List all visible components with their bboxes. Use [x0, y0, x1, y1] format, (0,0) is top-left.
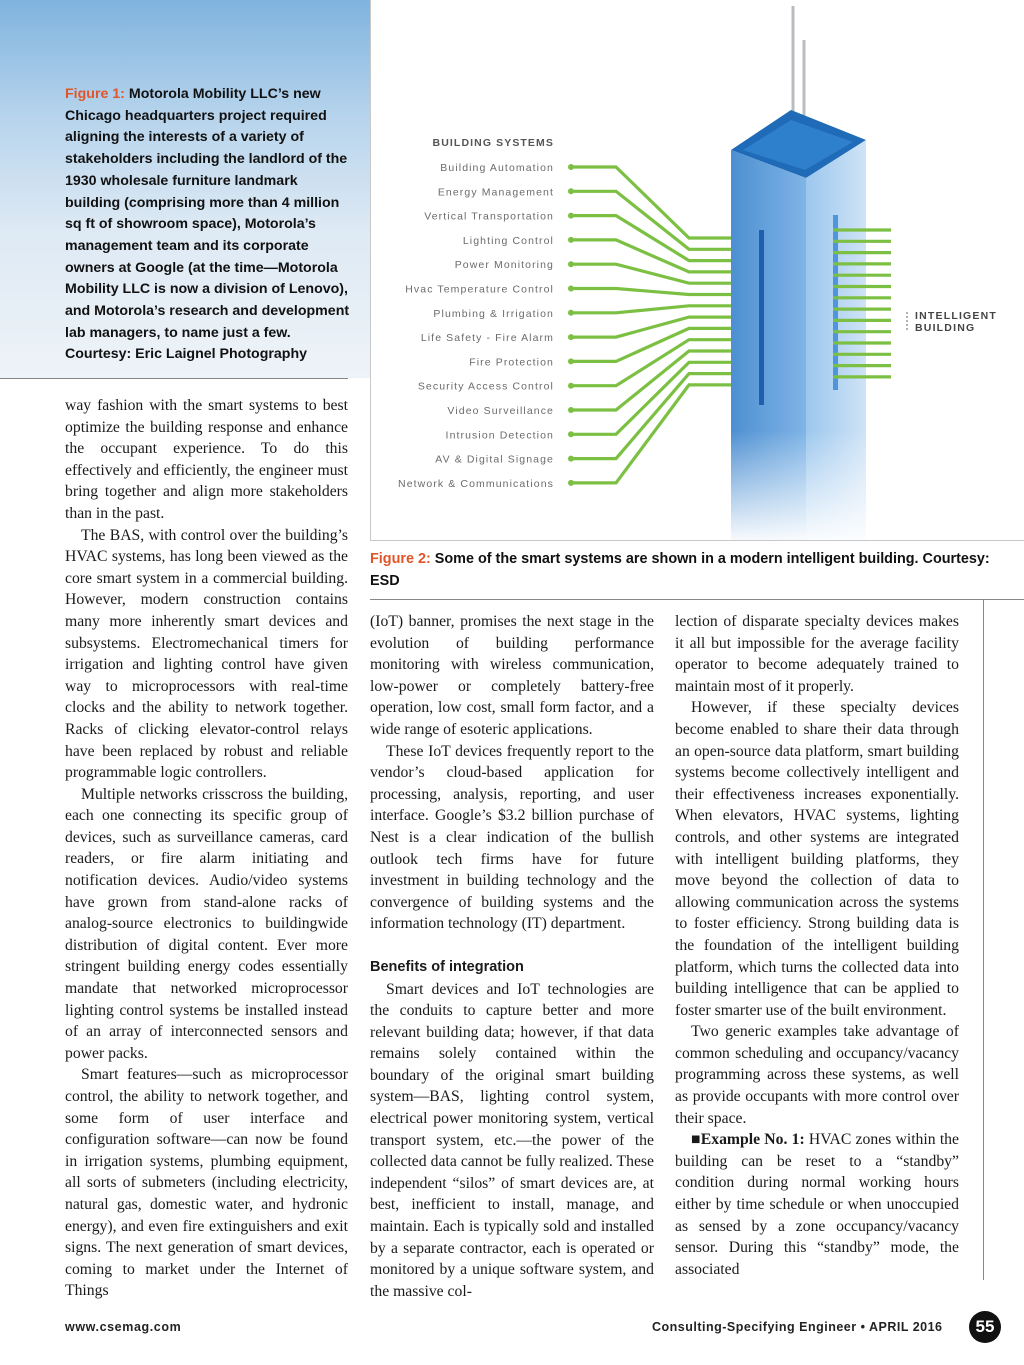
system-labels: [398, 162, 554, 490]
figure2-text: Some of the smart systems are shown in a modern intelligent building. Courtesy: ESD: [370, 551, 990, 589]
building-window-strip: [759, 230, 764, 405]
paragraph: (IoT) banner, promises the next stage in the evolution of building performance monitoring with wireless communication, low-power or completely battery-free operation, low cost, small form factor, and a wide range of esoteric applications.: [370, 613, 654, 738]
system-label: Security Access Control: [417, 380, 554, 393]
system-label: Hvac Temperature Control: [405, 283, 554, 296]
figure1-text: Motorola Mobility LLC’s new Chicago headquarters project required aligning the interests of a variety of stakeholders including the landlord of the 1930 wholesale furniture landmark building (comprising more than 4 million sq ft of showroom space), Motorola’s management team and its corporate owners at Google (at the time—Motorola Mobility LLC is now a division of Lenovo), and Motorola’s research and development lab managers, to name just a few. Courtesy: Eric Laignel Photography: [65, 86, 350, 363]
figure1-label: Figure 1:: [65, 86, 125, 102]
figure1-caption: [65, 84, 355, 366]
connector-dot: [568, 237, 574, 243]
example-label: ■Example No. 1:: [691, 1131, 805, 1149]
connector-dot: [568, 261, 574, 267]
connector-dot: [568, 164, 574, 170]
paragraph: Multiple networks crisscross the building, each one connecting its specific group of devices, such as surveillance cameras, card readers, or fire alarm initiating and notification devices. Audio/video systems have grown from stand-alone racks of analog-source electronics to buildingwide distribution of digital content. Ever more stringent building energy codes essentially mandate that networked microprocessor lighting control systems be installed instead of an array of interconnected sensors and power packs.: [65, 785, 348, 1062]
paragraph: Two generic examples take advantage of common scheduling and occupancy/vacancy programming across these systems, as well as provide occupants with more control over their space.: [675, 1023, 959, 1127]
system-label: Lighting Control: [462, 234, 554, 247]
article-column-1: [65, 395, 348, 1302]
caption-divider: [370, 599, 1024, 600]
system-label: Video Surveillance: [447, 405, 554, 417]
paragraph: Smart features—such as microprocessor control, the ability to network together, and some form of user interface and configuration software—can now be found in irrigation systems, plumbing equipment, all sorts of submeters (including electricity, natural gas, domestic water, and hydronic energy), and even fire extinguishers and exit signs. The next generation of smart devices, coming to market under the Internet of Things: [65, 1066, 348, 1300]
system-label: Life Safety - Fire Alarm: [420, 332, 554, 345]
system-label: Vertical Transportation: [424, 210, 554, 223]
system-label: Building Automation: [440, 162, 554, 174]
footer-publication: Consulting-Specifying Engineer • APRIL 2016: [652, 1320, 943, 1334]
intelligent-building-label: BUILDING: [915, 322, 976, 334]
paragraph: Smart devices and IoT technologies are the conduits to capture better and more relevant building data; however, if that data remains solely contained within the boundary of the original smart building system—BAS, lighting control system, electrical power monitoring system, vertical transport system, etc.—the power of the collected data cannot be fully realized. These independent “silos” of smart devices are, at best, inefficient to install, manage, and maintain. Each is typically sold and installed by a separate contractor, each is operated or monitored by a unique software system, and the massive col-: [370, 980, 654, 1300]
connector-dot: [568, 407, 574, 413]
connector-line: [571, 306, 751, 313]
figure2-label: Figure 2:: [370, 551, 431, 567]
figure2-caption: [370, 549, 1010, 592]
system-label: Power Monitoring: [454, 259, 554, 272]
building-base-fade: [726, 430, 876, 540]
figure2-diagram: [370, 0, 1024, 541]
footer-website: www.csemag.com: [65, 1320, 182, 1334]
connector-dot: [568, 334, 574, 340]
caption-divider: [0, 378, 348, 379]
system-label: Intrusion Detection: [445, 429, 554, 442]
connector-dot: [568, 383, 574, 389]
example-paragraph: [675, 1129, 959, 1280]
system-label: Plumbing & Irrigation: [433, 307, 554, 320]
system-label: AV & Digital Signage: [435, 453, 554, 466]
building-systems-heading: BUILDING SYSTEMS: [432, 137, 554, 149]
system-label: Network & Communications: [398, 477, 554, 490]
connector-dot: [568, 286, 574, 292]
connector-lines: [568, 164, 751, 486]
article-column-2: [370, 611, 654, 1302]
connector-dot: [568, 480, 574, 486]
paragraph: lection of disparate specialty devices makes it all but impossible for the average facility operator to become adequately trained to maintain most of it properly.: [675, 613, 959, 695]
connector-dot: [568, 310, 574, 316]
page-number: 55: [969, 1311, 1001, 1343]
connector-dot: [568, 456, 574, 462]
section-heading: Benefits of integration: [370, 958, 524, 975]
connector-line: [571, 264, 751, 283]
connector-dot: [568, 213, 574, 219]
intelligent-building-label: INTELLIGENT: [915, 310, 998, 322]
connector-dot: [568, 431, 574, 437]
paragraph: However, if these specialty devices become enabled to share their data through an open-source data platform, smart building systems become collectively intelligent and their effectiveness increases exponentially. When elevators, HVAC systems, lighting controls, and other systems are integrated with intelligent building platforms, they move beyond the collection of data to allowing communication across the systems to foster efficiency. Strong building data is the foundation of the intelligent building platform, which turns the collected data into building intelligence that can be applied to foster smarter use of the built environment.: [675, 699, 959, 1019]
building-systems-diagram: [371, 0, 1024, 540]
article-column-3: [675, 611, 959, 1280]
system-label: Fire Protection: [469, 356, 554, 369]
column-rule: [983, 600, 984, 1280]
connector-dot: [568, 188, 574, 194]
example-text: HVAC zones within the building can be reset to a “standby” condition during normal working hours either by time schedule or when unoccupied as sensed by a zone occupancy/vacancy sensor. During this “standby” mode, the associated: [675, 1131, 959, 1278]
connector-dot: [568, 358, 574, 364]
paragraph: way fashion with the smart systems to best optimize the building response and enhance the occupant experience. To do this effectively and efficiently, the engineer must bring together and align more stakeholders than in the past.: [65, 397, 348, 522]
paragraph: The BAS, with control over the building’s HVAC systems, has long been viewed as the core smart system in a commercial building. However, modern construction contains many more inherently smart devices and subsystems. Electromechanical timers for irrigation and lighting control have given way to microprocessors with real-time clocks and the ability to network together. Racks of clicking elevator-control relays have been replaced by robust and reliable programmable logic controllers.: [65, 526, 348, 782]
connector-line: [571, 289, 751, 295]
system-label: Energy Management: [437, 186, 554, 199]
paragraph: These IoT devices frequently report to the vendor’s cloud-based application for processing, analysis, reporting, and user interface. Google’s $3.2 billion purchase of Nest is a clear indication of the bullish outlook tech firms have for future investment in building technology and the convergence of building systems and the information technology (IT) department.: [370, 742, 654, 933]
